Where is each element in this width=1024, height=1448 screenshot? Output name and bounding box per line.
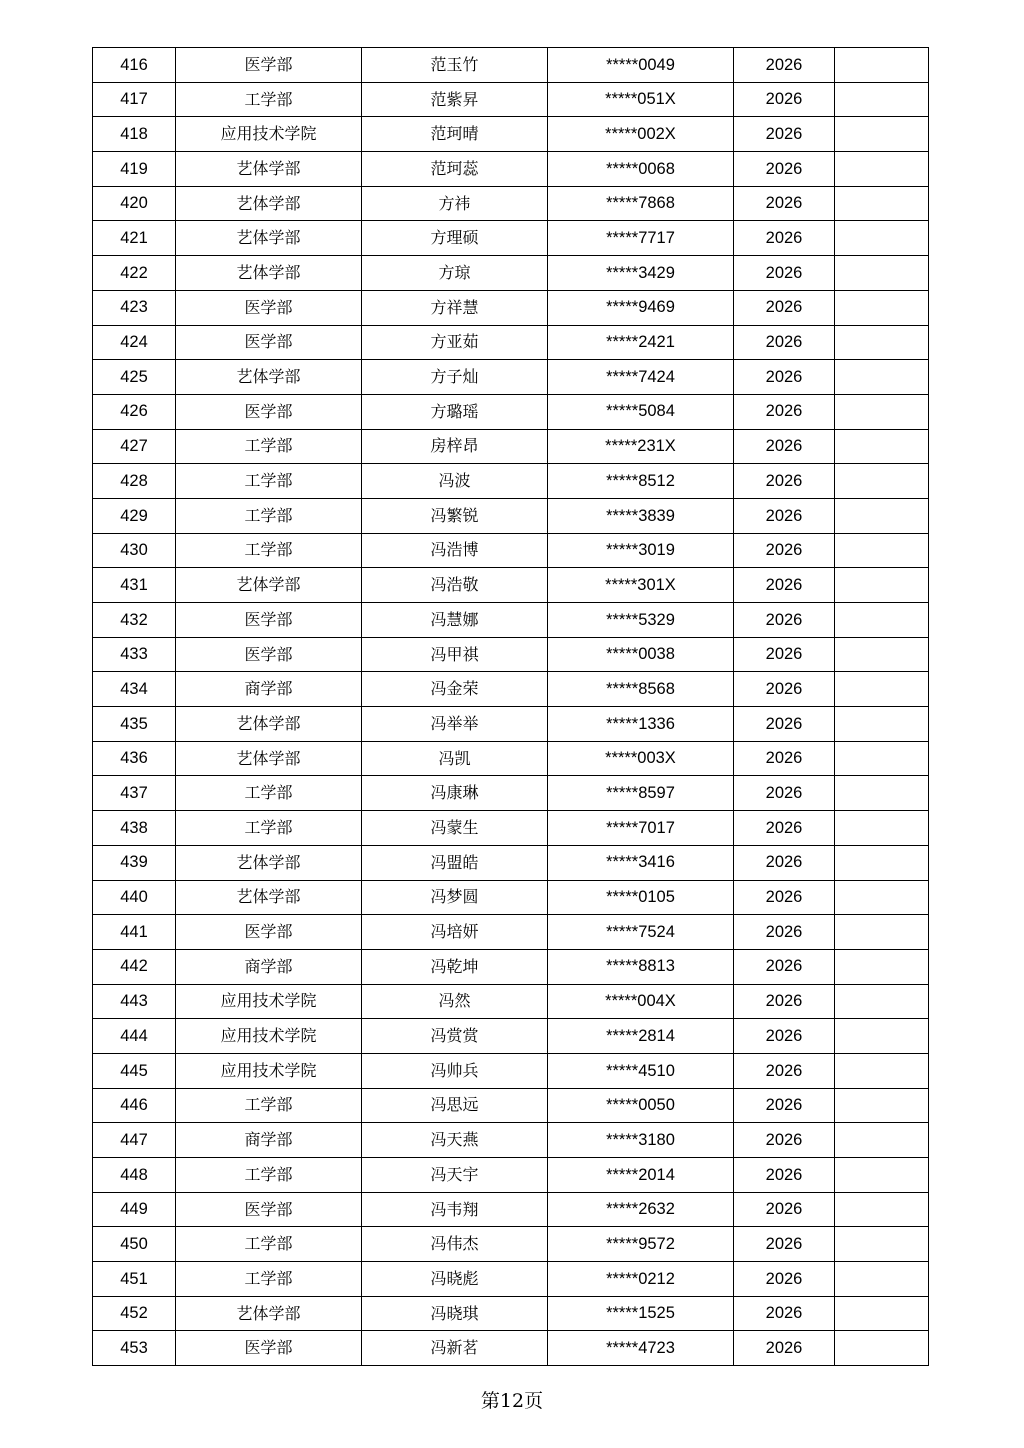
cell-year: 2026 [734,82,835,117]
cell-year: 2026 [734,949,835,984]
cell-note [835,82,929,117]
cell-note [835,256,929,291]
cell-serial-number: 444 [93,1019,176,1054]
cell-year: 2026 [734,152,835,187]
cell-year: 2026 [734,290,835,325]
cell-serial-number: 436 [93,741,176,776]
cell-student-name: 方璐瑶 [362,394,548,429]
cell-year: 2026 [734,707,835,742]
cell-student-name: 冯盟皓 [362,845,548,880]
cell-serial-number: 451 [93,1262,176,1297]
table-row [93,949,929,984]
cell-note [835,707,929,742]
cell-department: 工学部 [176,533,362,568]
cell-note [835,117,929,152]
cell-department: 医学部 [176,915,362,950]
cell-student-name: 方琼 [362,256,548,291]
cell-serial-number: 447 [93,1123,176,1158]
table-row [93,1296,929,1331]
cell-masked-id: *****0212 [548,1262,734,1297]
cell-student-name: 冯乾坤 [362,949,548,984]
table-row [93,1019,929,1054]
cell-masked-id: *****4510 [548,1053,734,1088]
cell-year: 2026 [734,880,835,915]
cell-department: 医学部 [176,637,362,672]
cell-year: 2026 [734,429,835,464]
cell-student-name: 房梓昂 [362,429,548,464]
cell-department: 艺体学部 [176,845,362,880]
cell-masked-id: *****7017 [548,811,734,846]
cell-department: 医学部 [176,325,362,360]
cell-masked-id: *****301X [548,568,734,603]
cell-masked-id: *****2632 [548,1192,734,1227]
cell-student-name: 冯伟杰 [362,1227,548,1262]
cell-department: 医学部 [176,1331,362,1366]
table-row [93,637,929,672]
cell-department: 艺体学部 [176,568,362,603]
table-row [93,1158,929,1193]
cell-serial-number: 421 [93,221,176,256]
cell-student-name: 冯赏赏 [362,1019,548,1054]
cell-masked-id: *****0049 [548,48,734,83]
cell-note [835,48,929,83]
cell-department: 艺体学部 [176,221,362,256]
table-row [93,811,929,846]
cell-masked-id: *****3416 [548,845,734,880]
cell-department: 医学部 [176,1192,362,1227]
table-row [93,360,929,395]
table-row [93,603,929,638]
cell-serial-number: 422 [93,256,176,291]
cell-serial-number: 434 [93,672,176,707]
cell-student-name: 冯康琳 [362,776,548,811]
cell-note [835,776,929,811]
table-row [93,1088,929,1123]
cell-year: 2026 [734,464,835,499]
cell-note [835,1192,929,1227]
cell-note [835,1019,929,1054]
cell-note [835,186,929,221]
cell-department: 应用技术学院 [176,1053,362,1088]
cell-student-name: 冯甲祺 [362,637,548,672]
cell-department: 应用技术学院 [176,984,362,1019]
cell-note [835,672,929,707]
cell-department: 工学部 [176,82,362,117]
cell-masked-id: *****0068 [548,152,734,187]
cell-serial-number: 435 [93,707,176,742]
table-row [93,1227,929,1262]
cell-student-name: 冯梦圆 [362,880,548,915]
cell-department: 工学部 [176,1088,362,1123]
cell-serial-number: 425 [93,360,176,395]
cell-note [835,1158,929,1193]
cell-student-name: 冯慧娜 [362,603,548,638]
cell-note [835,1123,929,1158]
roster-table [92,47,929,1366]
cell-note [835,360,929,395]
cell-year: 2026 [734,360,835,395]
cell-serial-number: 430 [93,533,176,568]
cell-department: 应用技术学院 [176,1019,362,1054]
table-row [93,984,929,1019]
cell-note [835,880,929,915]
cell-student-name: 冯波 [362,464,548,499]
cell-masked-id: *****0105 [548,880,734,915]
cell-department: 医学部 [176,290,362,325]
cell-year: 2026 [734,1088,835,1123]
table-row [93,498,929,533]
cell-department: 工学部 [176,1227,362,1262]
table-row [93,394,929,429]
table-row [93,880,929,915]
cell-department: 商学部 [176,1123,362,1158]
cell-masked-id: *****3019 [548,533,734,568]
page-number: 第12页 [480,1390,544,1412]
cell-note [835,1331,929,1366]
cell-masked-id: *****2814 [548,1019,734,1054]
cell-department: 工学部 [176,498,362,533]
cell-masked-id: *****0050 [548,1088,734,1123]
cell-note [835,603,929,638]
cell-student-name: 方理硕 [362,221,548,256]
cell-student-name: 冯晓琪 [362,1296,548,1331]
cell-serial-number: 431 [93,568,176,603]
cell-student-name: 冯晓彪 [362,1262,548,1297]
cell-masked-id: *****7524 [548,915,734,950]
cell-serial-number: 426 [93,394,176,429]
cell-serial-number: 427 [93,429,176,464]
cell-student-name: 范玉竹 [362,48,548,83]
cell-student-name: 冯培妍 [362,915,548,950]
cell-year: 2026 [734,915,835,950]
cell-department: 工学部 [176,776,362,811]
cell-serial-number: 420 [93,186,176,221]
cell-serial-number: 418 [93,117,176,152]
cell-student-name: 范珂蕊 [362,152,548,187]
cell-note [835,1053,929,1088]
cell-masked-id: *****7424 [548,360,734,395]
cell-year: 2026 [734,984,835,1019]
cell-year: 2026 [734,1331,835,1366]
cell-masked-id: *****8512 [548,464,734,499]
table-row [93,568,929,603]
cell-department: 工学部 [176,1262,362,1297]
cell-masked-id: *****9469 [548,290,734,325]
cell-masked-id: *****051X [548,82,734,117]
table-row [93,1192,929,1227]
table-row [93,1123,929,1158]
cell-masked-id: *****003X [548,741,734,776]
cell-student-name: 冯浩博 [362,533,548,568]
table-row [93,776,929,811]
cell-serial-number: 445 [93,1053,176,1088]
cell-year: 2026 [734,1123,835,1158]
table-row [93,429,929,464]
cell-note [835,984,929,1019]
cell-note [835,325,929,360]
cell-student-name: 冯举举 [362,707,548,742]
cell-department: 艺体学部 [176,360,362,395]
cell-masked-id: *****1336 [548,707,734,742]
cell-masked-id: *****4723 [548,1331,734,1366]
table-row [93,290,929,325]
table-row [93,1331,929,1366]
cell-year: 2026 [734,1158,835,1193]
cell-department: 商学部 [176,672,362,707]
cell-masked-id: *****8597 [548,776,734,811]
table-row [93,256,929,291]
cell-year: 2026 [734,568,835,603]
cell-serial-number: 416 [93,48,176,83]
cell-masked-id: *****8813 [548,949,734,984]
cell-student-name: 冯金荣 [362,672,548,707]
cell-note [835,637,929,672]
cell-note [835,811,929,846]
cell-serial-number: 441 [93,915,176,950]
cell-note [835,949,929,984]
cell-department: 艺体学部 [176,256,362,291]
cell-note [835,741,929,776]
cell-serial-number: 449 [93,1192,176,1227]
cell-year: 2026 [734,845,835,880]
cell-year: 2026 [734,186,835,221]
cell-year: 2026 [734,776,835,811]
cell-year: 2026 [734,1296,835,1331]
cell-student-name: 冯天宇 [362,1158,548,1193]
cell-year: 2026 [734,811,835,846]
cell-year: 2026 [734,1262,835,1297]
cell-student-name: 冯韦翔 [362,1192,548,1227]
cell-year: 2026 [734,1053,835,1088]
cell-department: 艺体学部 [176,741,362,776]
cell-year: 2026 [734,117,835,152]
cell-student-name: 方祥慧 [362,290,548,325]
table-row [93,1053,929,1088]
cell-note [835,290,929,325]
table-row [93,915,929,950]
cell-serial-number: 417 [93,82,176,117]
cell-serial-number: 432 [93,603,176,638]
cell-department: 工学部 [176,464,362,499]
roster-body [93,48,929,1366]
cell-department: 工学部 [176,811,362,846]
cell-year: 2026 [734,394,835,429]
cell-student-name: 冯浩敬 [362,568,548,603]
cell-masked-id: *****2014 [548,1158,734,1193]
table-row [93,325,929,360]
cell-masked-id: *****7717 [548,221,734,256]
cell-department: 艺体学部 [176,1296,362,1331]
cell-masked-id: *****8568 [548,672,734,707]
cell-year: 2026 [734,325,835,360]
cell-year: 2026 [734,533,835,568]
cell-department: 工学部 [176,429,362,464]
cell-student-name: 冯思远 [362,1088,548,1123]
cell-student-name: 冯帅兵 [362,1053,548,1088]
cell-year: 2026 [734,48,835,83]
cell-note [835,498,929,533]
cell-note [835,152,929,187]
cell-serial-number: 438 [93,811,176,846]
cell-student-name: 冯蒙生 [362,811,548,846]
table-row [93,533,929,568]
cell-student-name: 冯然 [362,984,548,1019]
cell-department: 艺体学部 [176,152,362,187]
cell-department: 艺体学部 [176,186,362,221]
cell-serial-number: 428 [93,464,176,499]
cell-masked-id: *****9572 [548,1227,734,1262]
cell-year: 2026 [734,1227,835,1262]
cell-student-name: 方祎 [362,186,548,221]
cell-masked-id: *****1525 [548,1296,734,1331]
cell-year: 2026 [734,637,835,672]
cell-masked-id: *****3429 [548,256,734,291]
cell-serial-number: 448 [93,1158,176,1193]
cell-serial-number: 437 [93,776,176,811]
table-row [93,48,929,83]
cell-serial-number: 446 [93,1088,176,1123]
cell-year: 2026 [734,1019,835,1054]
cell-year: 2026 [734,741,835,776]
cell-student-name: 冯凯 [362,741,548,776]
table-row [93,186,929,221]
cell-year: 2026 [734,1192,835,1227]
cell-note [835,464,929,499]
table-row [93,152,929,187]
cell-serial-number: 452 [93,1296,176,1331]
table-row [93,221,929,256]
cell-serial-number: 439 [93,845,176,880]
cell-note [835,915,929,950]
cell-masked-id: *****004X [548,984,734,1019]
cell-masked-id: *****3839 [548,498,734,533]
cell-serial-number: 419 [93,152,176,187]
cell-note [835,429,929,464]
cell-masked-id: *****5329 [548,603,734,638]
cell-note [835,221,929,256]
cell-department: 应用技术学院 [176,117,362,152]
cell-serial-number: 453 [93,1331,176,1366]
table-row [93,672,929,707]
cell-year: 2026 [734,221,835,256]
cell-student-name: 冯天燕 [362,1123,548,1158]
cell-masked-id: *****3180 [548,1123,734,1158]
cell-student-name: 冯繁锐 [362,498,548,533]
table-row [93,464,929,499]
cell-masked-id: *****0038 [548,637,734,672]
cell-department: 医学部 [176,48,362,83]
cell-student-name: 范紫昇 [362,82,548,117]
cell-note [835,533,929,568]
cell-student-name: 方子灿 [362,360,548,395]
cell-serial-number: 443 [93,984,176,1019]
cell-note [835,1296,929,1331]
cell-year: 2026 [734,498,835,533]
cell-serial-number: 442 [93,949,176,984]
cell-serial-number: 424 [93,325,176,360]
cell-masked-id: *****5084 [548,394,734,429]
cell-masked-id: *****7868 [548,186,734,221]
cell-year: 2026 [734,672,835,707]
cell-serial-number: 450 [93,1227,176,1262]
cell-note [835,394,929,429]
cell-department: 医学部 [176,394,362,429]
cell-masked-id: *****2421 [548,325,734,360]
table-row [93,1262,929,1297]
table-row [93,117,929,152]
cell-department: 艺体学部 [176,880,362,915]
table-row [93,707,929,742]
table-row [93,845,929,880]
cell-note [835,1227,929,1262]
cell-masked-id: *****231X [548,429,734,464]
cell-department: 商学部 [176,949,362,984]
cell-student-name: 方亚茹 [362,325,548,360]
cell-note [835,568,929,603]
cell-note [835,1262,929,1297]
cell-department: 医学部 [176,603,362,638]
cell-note [835,1088,929,1123]
cell-department: 艺体学部 [176,707,362,742]
cell-year: 2026 [734,603,835,638]
table-row [93,82,929,117]
cell-year: 2026 [734,256,835,291]
cell-serial-number: 423 [93,290,176,325]
cell-note [835,845,929,880]
cell-masked-id: *****002X [548,117,734,152]
cell-serial-number: 429 [93,498,176,533]
cell-serial-number: 440 [93,880,176,915]
cell-department: 工学部 [176,1158,362,1193]
cell-student-name: 冯新茗 [362,1331,548,1366]
table-row [93,741,929,776]
cell-student-name: 范珂晴 [362,117,548,152]
cell-serial-number: 433 [93,637,176,672]
